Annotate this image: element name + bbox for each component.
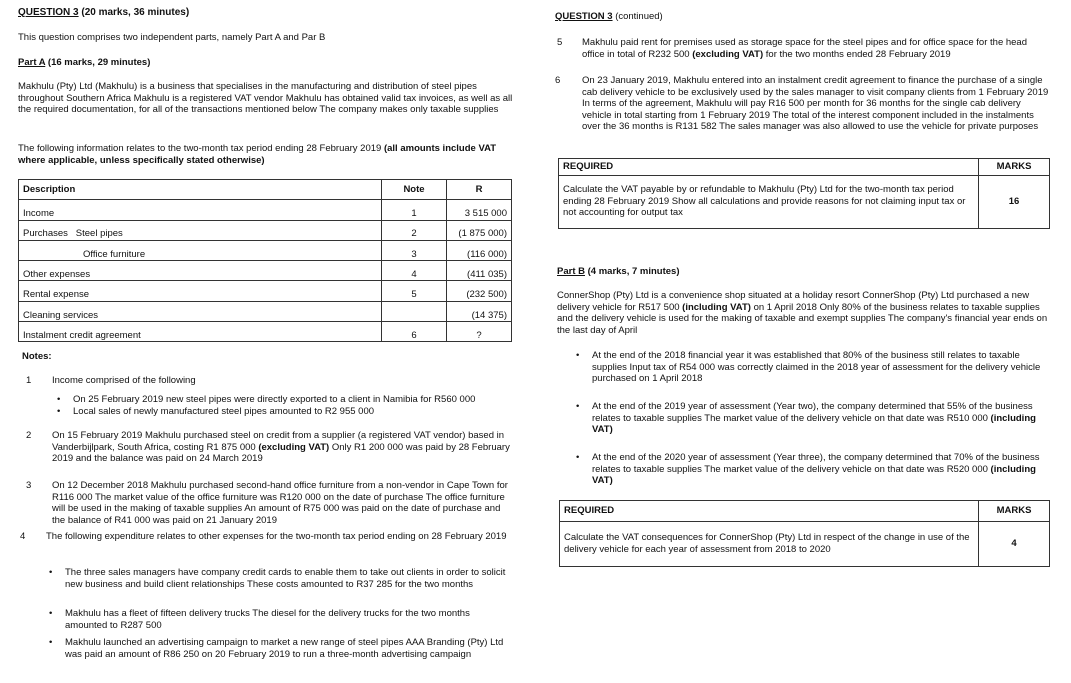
note-number: 5: [557, 37, 563, 48]
required-label: REQUIRED: [560, 501, 979, 522]
note-5-text: Makhulu paid rent for premises used as storage space for the steel pipes and for office space for the head office in total of R232 500 (excluding VAT) for the two months ended 28 February 2019: [582, 37, 1028, 60]
note-1-bullet: • On 25 February 2019 new steel pipes were directly exported to a client in Namibia for R560 000: [73, 394, 513, 406]
note-number: 6: [555, 75, 561, 86]
part-a-description: Makhulu (Pty) Ltd (Makhulu) is a business that specialises in the manufacturing and distribution of steel pipes throughout Southern Africa Makhulu is a registered VAT vendor Makhulu has obtained valid tax invoices, as well as all the required documentation, for all of the transactions mentioned below The company makes only taxable supplies: [18, 81, 513, 116]
row-note: 4: [382, 261, 447, 281]
row-description: Income: [19, 200, 382, 220]
part-b-heading: Part B (4 marks, 7 minutes): [557, 266, 680, 277]
row-amount: (116 000): [447, 240, 512, 260]
marks-label: MARKS: [979, 159, 1050, 176]
header-description: Description: [19, 180, 382, 200]
row-description: Cleaning services: [19, 301, 382, 321]
note-number: 4: [20, 531, 26, 542]
marks-label: MARKS: [979, 501, 1050, 522]
required-label: REQUIRED: [559, 159, 979, 176]
table-header-row: [19, 180, 512, 200]
row-amount: 3 515 000: [447, 200, 512, 220]
row-description: Office furniture: [19, 240, 382, 260]
table-row: [19, 240, 512, 260]
note-number: 1: [26, 375, 32, 386]
info-statement: The following information relates to the two-month tax period ending 28 February 2019 (all amounts include VAT where applicable, unless specifically stated otherwise): [18, 143, 497, 166]
row-note: 1: [382, 200, 447, 220]
intro-text: This question comprises two independent parts, namely Part A and Par B: [18, 32, 326, 43]
required-text: Calculate the VAT consequences for ConnerShop (Pty) Ltd in respect of the change in use of the delivery vehicle for each year of assessment from 2018 to 2020: [560, 522, 979, 567]
note-4-text: The following expenditure relates to other expenses for the two-month tax period ending on 28 February 2019: [46, 531, 507, 542]
required-box-part-b: [559, 500, 1050, 567]
row-note: [382, 301, 447, 321]
continued-heading: QUESTION 3 (continued): [555, 11, 663, 22]
row-description: Other expenses: [19, 261, 382, 281]
row-amount: ?: [447, 322, 512, 342]
part-b-bullet: • At the end of the 2020 year of assessment (Year three), the company determined that 70% of the business relates to taxable supplies The market value of the delivery vehicle on that date was R520 000 (including VAT): [592, 452, 1050, 487]
table-row: [19, 301, 512, 321]
row-amount: (1 875 000): [447, 220, 512, 240]
table-row: [19, 200, 512, 220]
header-amount: R: [447, 180, 512, 200]
notes-label: Notes:: [22, 351, 52, 362]
marks-value: 16: [979, 175, 1050, 228]
note-1-bullet: • Local sales of newly manufactured steel pipes amounted to R2 955 000: [73, 406, 513, 418]
marks-value: 4: [979, 522, 1050, 567]
transactions-table: [18, 179, 512, 342]
note-1-text: Income comprised of the following: [52, 375, 196, 386]
row-note: 6: [382, 322, 447, 342]
header-note: Note: [382, 180, 447, 200]
required-text: Calculate the VAT payable by or refundable to Makhulu (Pty) Ltd for the two-month tax period ending 28 February 2019 Show all calculations and provide reasons for not claiming input tax or not accounting for output tax: [559, 175, 979, 228]
note-3-text: On 12 December 2018 Makhulu purchased second-hand office furniture from a non-vendor in Cape Town for R116 000 The market value of the office furniture was R120 000 on the date of purchase The office furniture will be used in the making of taxable supplies An amount of R75 000 was paid on the date of purchase and the balance of R41 000 was paid on 21 January 2019: [52, 480, 508, 526]
part-b-bullet: • At the end of the 2018 financial year it was established that 80% of the business still relates to taxable supplies Input tax of R54 000 was correctly claimed in the 2018 year of assessment for the delivery vehicle purchased on 1 April 2018: [592, 350, 1050, 385]
row-description: Rental expense: [19, 281, 382, 301]
required-header-row: [560, 501, 1050, 522]
note-4-bullet: • The three sales managers have company credit cards to enable them to take out clients in order to solicit new business and build client relationships These costs amounted to R37 285 for the two months: [65, 567, 512, 590]
row-note: 3: [382, 240, 447, 260]
note-6-text: On 23 January 2019, Makhulu entered into an instalment credit agreement to finance the purchase of a single cab delivery vehicle to be exclusively used by the sales manager to visit company clients from 1 February 2019 In terms of the agreement, Makhulu will pay R16 500 per month for 36 months for the single cab delivery vehicle in total starting from 1 February 2019 The total of the interest component included in the instalments over the 36 months is R131 582 The sales manager was also allowed to use the vehicle for private purposes: [582, 75, 1049, 133]
question-heading: QUESTION 3 (20 marks, 36 minutes): [18, 7, 190, 18]
row-amount: (411 035): [447, 261, 512, 281]
required-box-part-a: [558, 158, 1050, 229]
row-description: Instalment credit agreement: [19, 322, 382, 342]
table-row: [19, 220, 512, 240]
table-row: [19, 322, 512, 342]
table-row: [19, 261, 512, 281]
row-note: 5: [382, 281, 447, 301]
required-body-row: [559, 175, 1050, 228]
note-2-text: On 15 February 2019 Makhulu purchased steel on credit from a supplier (a registered VAT vendor) based in Vanderbijlpark, South Africa, costing R1 875 000 (excluding VAT) Only R1 200 000 was paid by 28 February 2019 and the balance was paid on 24 March 2019: [52, 430, 510, 465]
row-amount: (14 375): [447, 301, 512, 321]
row-note: 2: [382, 220, 447, 240]
note-number: 2: [26, 430, 32, 441]
required-header-row: [559, 159, 1050, 176]
note-4-bullet: • Makhulu launched an advertising campaign to market a new range of steel pipes AAA Branding (Pty) Ltd was paid an amount of R86 250 on 20 February 2019 to run a three-month advertising campaign: [65, 637, 512, 660]
note-4-bullet: • Makhulu has a fleet of fifteen delivery trucks The diesel for the delivery trucks for the two months amounted to R287 500: [65, 608, 512, 631]
required-body-row: [560, 522, 1050, 567]
part-b-description: ConnerShop (Pty) Ltd is a convenience shop situated at a holiday resort ConnerShop (Pty) Ltd purchased a new delivery vehicle for R517 500 (including VAT) on 1 April 2018 Only 80% of the business relates to taxable supplies and the delivery vehicle is used for the making of taxable and exempt supplies The company's financial year ends on the last day of April: [557, 290, 1048, 336]
row-amount: (232 500): [447, 281, 512, 301]
part-a-heading: Part A (16 marks, 29 minutes): [18, 57, 151, 68]
row-description: Purchases Steel pipes: [19, 220, 382, 240]
table-row: [19, 281, 512, 301]
note-number: 3: [26, 480, 32, 491]
part-b-bullet: • At the end of the 2019 year of assessment (Year two), the company determined that 55% of the business relates to taxable supplies The market value of the delivery vehicle on that date was R510 000 (including VAT): [592, 401, 1050, 436]
